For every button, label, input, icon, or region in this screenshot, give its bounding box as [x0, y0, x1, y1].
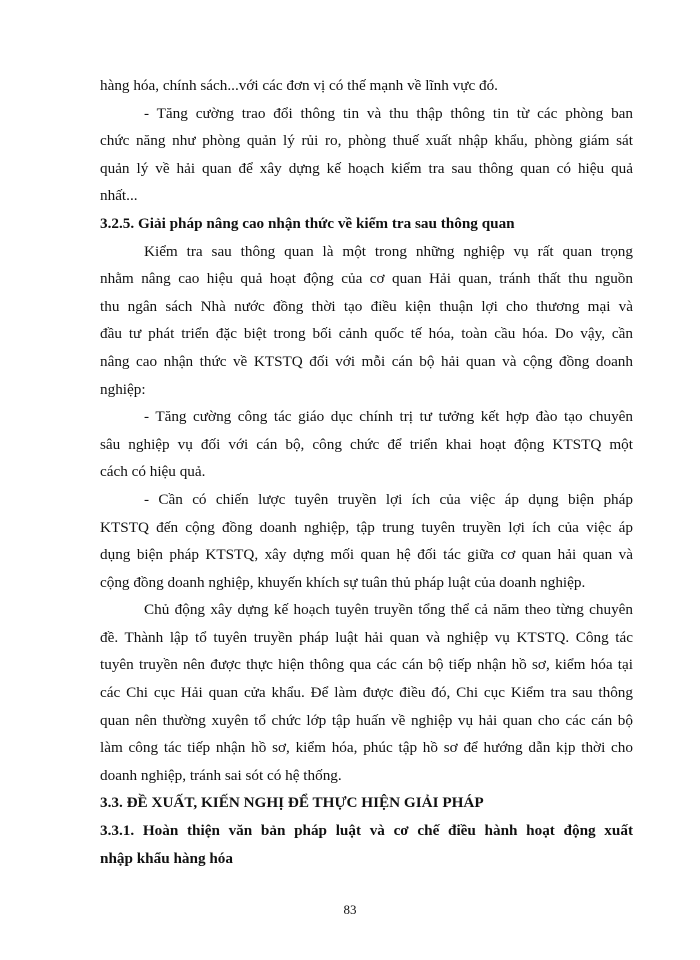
text-line: thu ngân sách Nhà nước đồng thời tạo điều kiện thuận lợi cho thương mại và	[100, 297, 633, 315]
text-line: Chủ động xây dựng kế hoạch tuyên truyền tổng thể cả năm theo từng chuyên	[144, 601, 633, 619]
text-line: quan nên thường xuyên tổ chức lớp tập huấn về nghiệp vụ hải quan cho các cán bộ	[100, 711, 633, 729]
text-line: Kiểm tra sau thông quan là một trong những nghiệp vụ rất quan trọng	[144, 242, 633, 260]
text-line: - Tăng cường công tác giáo dục chính trị tư tưởng kết hợp đào tạo chuyên	[144, 408, 633, 426]
document-body	[100, 72, 633, 872]
text-line: - Cần có chiến lược tuyên truyền lợi ích của việc áp dụng biện pháp	[144, 490, 633, 508]
text-line: nhằm nâng cao hiệu quả hoạt động của cơ quan Hải quan, tránh thất thu nguồn	[100, 270, 633, 288]
section-heading-3-3-1: 3.3.1. Hoàn thiện văn bản pháp luật và cơ chế điều hành hoạt động xuất	[100, 822, 633, 840]
text-line: nâng cao nhận thức về KTSTQ đối với mỗi cán bộ hải quan và cộng đồng doanh	[100, 352, 633, 370]
text-line: doanh nghiệp, tránh sai sót có hệ thống.	[100, 766, 342, 784]
text-line: tuyên truyền nên được thực hiện thông qua các cán bộ tiếp nhận hồ sơ, kiểm hóa tại	[100, 656, 633, 674]
text-line: KTSTQ đến cộng đồng doanh nghiệp, tập trung tuyên truyền lợi ích của việc áp	[100, 518, 633, 536]
text-line: các Chi cục Hải quan cửa khẩu. Để làm được điều đó, Chi cục Kiểm tra sau thông	[100, 684, 633, 702]
text-line: nghiệp:	[100, 380, 146, 398]
text-line: cách có hiệu quả.	[100, 463, 206, 481]
text-line: - Tăng cường trao đổi thông tin và thu thập thông tin từ các phòng ban	[144, 104, 633, 122]
section-heading-3-2-5: 3.2.5. Giải pháp nâng cao nhận thức về kiểm tra sau thông quan	[100, 214, 515, 232]
text-line: làm công tác tiếp nhận hồ sơ, kiểm hóa, phúc tập hồ sơ để hướng dẫn kịp thời cho	[100, 739, 633, 757]
page-number: 83	[343, 902, 357, 917]
text-line: quản lý về hải quan để xây dựng kế hoạch kiểm tra sau thông quan có hiệu quả	[100, 159, 633, 177]
text-line: đề. Thành lập tổ tuyên truyền pháp luật hải quan và nghiệp vụ KTSTQ. Công tác	[100, 628, 633, 646]
section-heading-3-3: 3.3. ĐỀ XUẤT, KIẾN NGHỊ ĐỂ THỰC HIỆN GIẢI PHÁP	[100, 794, 484, 812]
text-line: nhất...	[100, 187, 138, 205]
text-line: chức năng như phòng quản lý rủi ro, phòng thuế xuất nhập khẩu, phòng giám sát	[100, 132, 633, 150]
text-line: sâu nghiệp vụ đối với cán bộ, công chức để triển khai hoạt động KTSTQ một	[100, 435, 633, 453]
text-line: hàng hóa, chính sách...với các đơn vị có thế mạnh về lĩnh vực đó.	[100, 77, 498, 94]
text-line: đầu tư phát triển đặc biệt trong bối cảnh quốc tế hóa, toàn cầu hóa. Do vậy, cần	[100, 325, 633, 343]
section-heading-3-3-1-cont: nhập khẩu hàng hóa	[100, 849, 233, 867]
text-line: cộng đồng doanh nghiệp, khuyến khích sự tuân thủ pháp luật của doanh nghiệp.	[100, 573, 586, 591]
text-line: dụng biện pháp KTSTQ, xây dựng mối quan hệ đối tác giữa cơ quan hải quan và	[100, 546, 633, 564]
